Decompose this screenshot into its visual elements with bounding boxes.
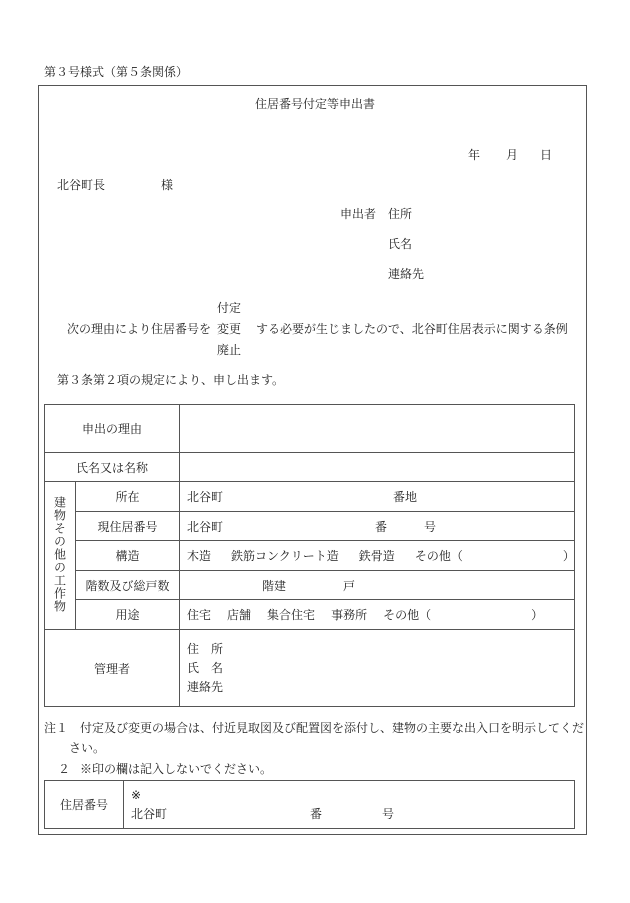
floors-field[interactable]: [180, 571, 575, 600]
reason-label: 申出の理由: [45, 405, 180, 453]
addressee-honorific: 様: [161, 178, 174, 192]
name-field[interactable]: [180, 453, 575, 482]
structure-steel[interactable]: 鉄骨造: [358, 549, 395, 563]
residence-number-label: 住居番号: [45, 781, 124, 829]
structure-other[interactable]: その他（: [414, 549, 463, 563]
residence-number-field: [124, 781, 575, 829]
application-table: [44, 404, 575, 707]
use-field[interactable]: [180, 600, 575, 630]
date-year: 年: [468, 148, 481, 162]
location-banchi: 番地: [393, 490, 418, 504]
form-number: 第３号様式（第５条関係）: [44, 65, 189, 79]
applicant-label: 申出者: [340, 207, 377, 221]
official-use-mark: ※: [131, 787, 142, 802]
use-apartment[interactable]: 集合住宅: [267, 608, 316, 622]
location-label: 所在: [76, 482, 180, 512]
official-use-table: [44, 780, 575, 829]
statement-option-change: 変更: [217, 322, 242, 336]
location-town: 北谷町: [187, 490, 224, 504]
manager-name: 氏 名: [187, 660, 224, 675]
note2-number: ２: [58, 762, 71, 776]
use-label: 用途: [76, 600, 180, 630]
current-number-go: 号: [424, 519, 437, 534]
official-use-town: 北谷町: [131, 806, 168, 821]
reason-field[interactable]: [180, 405, 575, 453]
manager-field[interactable]: [180, 630, 575, 707]
statement-option-abolish: 廃止: [217, 343, 242, 357]
use-office[interactable]: 事務所: [331, 608, 368, 622]
current-number-label: 現住居番号: [76, 512, 180, 541]
current-number-town: 北谷町: [187, 519, 224, 534]
statement-prefix: 次の理由により住居番号を: [67, 322, 212, 336]
note1-line2: さい。: [69, 741, 106, 755]
floors-units: 戸: [343, 578, 356, 593]
date-month: 月: [506, 148, 519, 162]
form-title: 住居番号付定等申出書: [254, 97, 375, 111]
note2-text: ※印の欄は記入しないでください。: [80, 762, 273, 776]
addressee-name: 北谷町長: [57, 178, 106, 192]
statement-option-assign: 付定: [217, 301, 242, 315]
structure-rc[interactable]: 鉄筋コンクリート造: [231, 549, 339, 563]
structure-field[interactable]: [180, 541, 575, 571]
current-number-field[interactable]: [180, 512, 575, 541]
applicant-address-label: 住所: [388, 207, 413, 221]
date-day: 日: [540, 148, 553, 162]
official-use-go: 号: [382, 806, 395, 821]
use-shop[interactable]: 店舗: [227, 608, 252, 622]
note1-line1: 付定及び変更の場合は、付近見取図及び配置図を添付し、建物の主要な出入口を明示してくだ: [80, 721, 585, 735]
floors-label: 階数及び総戸数: [76, 571, 180, 600]
current-number-ban: 番: [375, 519, 388, 534]
use-residence[interactable]: 住宅: [187, 608, 212, 622]
floors-storeys: 階建: [262, 578, 287, 593]
official-use-ban: 番: [310, 806, 323, 821]
use-close-paren: ）: [531, 608, 544, 622]
applicant-name-label: 氏名: [388, 237, 413, 251]
location-field[interactable]: [180, 482, 575, 512]
manager-label: 管理者: [45, 630, 180, 707]
statement-suffix: する必要が生じましたので、北谷町住居表示に関する条例: [256, 322, 568, 336]
structure-label: 構造: [76, 541, 180, 571]
building-group-cell: [45, 482, 76, 630]
manager-contact: 連絡先: [187, 679, 224, 694]
building-group-label: 建物その他の工作物: [52, 495, 67, 613]
statement-line2: 第３条第２項の規定により、申し出ます。: [57, 373, 285, 387]
name-label: 氏名又は名称: [45, 453, 180, 482]
use-other[interactable]: その他（: [383, 608, 432, 622]
manager-address: 住 所: [187, 641, 224, 656]
structure-wood[interactable]: 木造: [187, 549, 212, 563]
note1-number: 注１: [44, 721, 69, 735]
structure-close-paren: ）: [562, 549, 575, 563]
applicant-contact-label: 連絡先: [388, 267, 425, 281]
